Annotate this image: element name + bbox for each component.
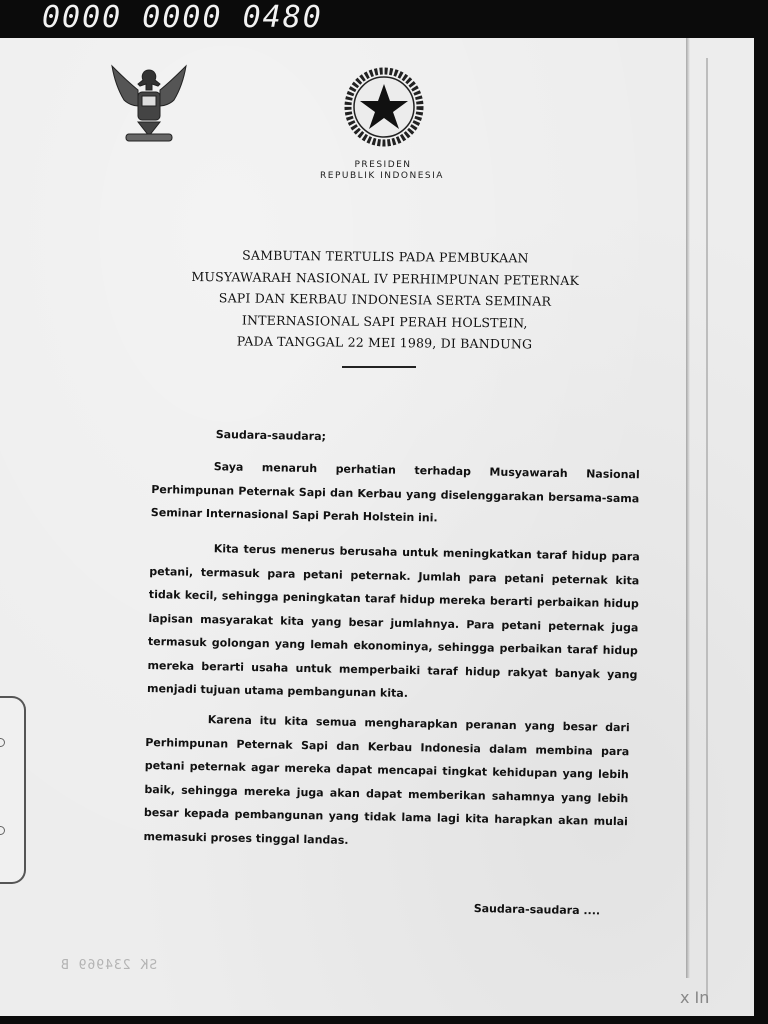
star-wreath-emblem-icon — [342, 66, 426, 148]
paragraph-1: Saya menaruh perhatian terhadap Musyawarah Nasional Perhimpunan Peternak Sapi dan Kerbau yang diselenggarakan bersama-sama Seminar Internasional Sapi Perah Holstein ini. — [150, 460, 640, 525]
paragraph-3: Karena itu kita semua mengharapkan peranan yang besar dari Perhimpunan Peternak Sapi dan Kerbau Indonesia dalam membina para petani peternak agar mereka dapat mencapai tingkat kehidupan yang lebih baik, sehingga mereka juga akan dapat memberikan sahamnya yang lebih besar kepada pembangunan yang tidak lama lagi kita harapkan akan mulai memasuki proses tinggal landas. — [143, 713, 630, 847]
film-frame-counter: 0000 0000 0480 — [42, 0, 323, 35]
document-title — [149, 244, 620, 356]
title-line: SAMBUTAN TERTULIS PADA PEMBUKAAN — [242, 247, 529, 266]
seal-label-presiden: PRESIDEN — [354, 160, 412, 170]
archive-code: SK 234969 B — [60, 958, 158, 973]
garuda-emblem-icon — [108, 60, 190, 148]
title-line: INTERNASIONAL SAPI PERAH HOLSTEIN, — [241, 312, 528, 330]
seal-label-republik: REPUBLIK INDONESIA — [320, 171, 444, 181]
page-edge — [706, 58, 708, 1003]
title-line: SAPI DAN KERBAU INDONESIA SERTA SEMINAR — [218, 290, 552, 309]
title-underline — [342, 366, 416, 368]
paragraph-2: Kita terus menerus berusaha untuk meningkatkan taraf hidup para petani, termasuk para petani peternak. Jumlah para petani peternak kita tidak kecil, sehingga peningkatan taraf hidup mereka berarti perbaikan hidup lapisan masyarakat kita yang besar jumlahnya. Para petani peternak juga termasuk golongan yang lemah ekonominya, sehingga perbaikan taraf hidup mereka berarti usaha untuk memperbaiki taraf hidup rakyat banyak yang menjadi tujuan utama pembangunan kita. — [146, 542, 640, 700]
corner-mark: x In — [680, 988, 710, 1007]
binder-tab — [0, 696, 26, 884]
binder-hole-top — [0, 738, 5, 747]
title-line: PADA TANGGAL 22 MEI 1989, DI BANDUNG — [236, 333, 533, 352]
salutation: Saudara-saudara; — [215, 427, 327, 444]
binder-hole-bottom — [0, 826, 5, 835]
title-line: MUSYAWARAH NASIONAL IV PERHIMPUNAN PETERNAK — [191, 268, 580, 288]
closing-salutation: Saudara-saudara .... — [473, 901, 601, 918]
